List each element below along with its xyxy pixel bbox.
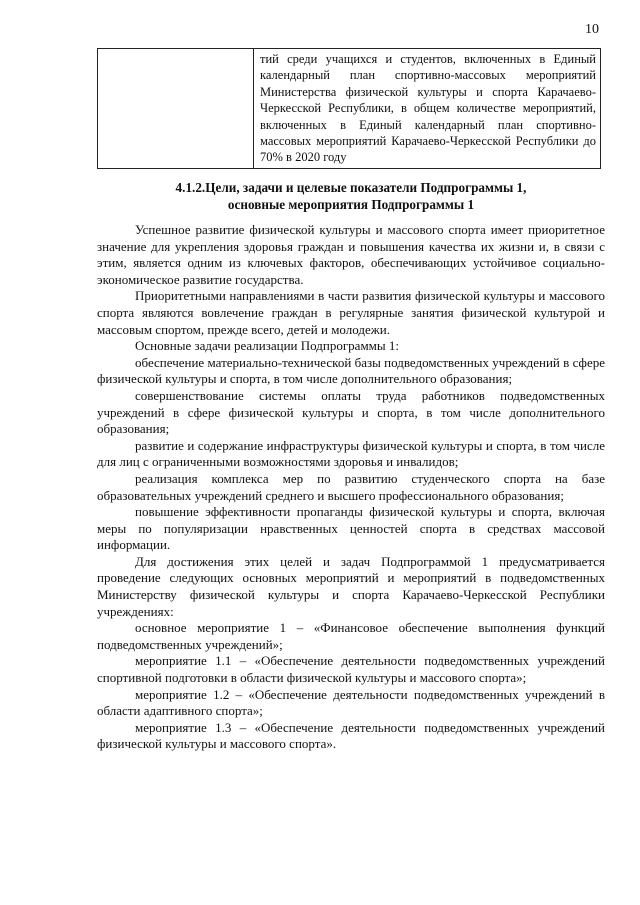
table-row — [98, 49, 601, 169]
list-item: обеспечение материально-технической базы подведомственных учреждений в сфере физической культуры и спорта, в том числе дополнительного образования; — [97, 354, 605, 387]
table-cell-empty — [98, 49, 254, 169]
continuation-table — [97, 48, 601, 169]
list-item: развитие и содержание инфраструктуры физической культуры и спорта, в том числе для лиц с ограниченными возможностями здоровья и инвалидов; — [97, 437, 605, 470]
section-heading-line-1: 4.1.2.Цели, задачи и целевые показатели Подпрограммы 1, — [175, 180, 527, 195]
list-item: мероприятие 1.3 – «Обеспечение деятельности подведомственных учреждений физической культуры и массового спорта». — [97, 719, 605, 752]
table-cell-text: тий среди учащихся и студентов, включенных в Единый календарный план спортивно-массовых мероприятий Министерства физической культуры и спорта Карачаево-Черкесской Республики, в общем количестве мероприятий, включенных в Единый календарный план спортивно-массовых мероприятий Карачаево-Черкесской Республики до 70% в 2020 году — [254, 49, 601, 169]
list-item: мероприятие 1.2 – «Обеспечение деятельности подведомственных учреждений в области адаптивного спорта»; — [97, 686, 605, 719]
list-item: повышение эффективности пропаганды физической культуры и спорта, включая меры по популяризации нравственных ценностей спорта в средствах массовой информации. — [97, 504, 605, 553]
list-item: мероприятие 1.1 – «Обеспечение деятельности подведомственных учреждений спортивной подготовки в области физической культуры и массового спорта»; — [97, 653, 605, 686]
section-heading-line-2: основные мероприятия Подпрограммы 1 — [227, 197, 475, 212]
list-item: основное мероприятие 1 – «Финансовое обеспечение выполнения функций подведомственных учреждений»; — [97, 620, 605, 652]
body-text — [97, 222, 605, 753]
list-item: совершенствование системы оплаты труда работников подведомственных учреждений в сфере физической культуры и спорта, в том числе дополнительного образования; — [97, 387, 605, 437]
paragraph: Основные задачи реализации Подпрограммы 1: — [135, 338, 399, 354]
paragraph: Для достижения этих целей и задач Подпрограммой 1 предусматривается проведение следующих основных мероприятий и мероприятий в подведомственных Министерству физической культуры и спорта Карачаево-Черкесской Республики учреждениях: — [97, 553, 605, 619]
page-number: 10 — [585, 22, 599, 37]
section-heading — [97, 179, 605, 213]
paragraph: Приоритетными направлениями в части развития физической культуры и массового спорта являются вовлечение граждан в регулярные занятия физической культурой и массовым спортом, прежде всего, детей и молодежи. — [97, 288, 605, 337]
list-item: реализация комплекса мер по развитию студенческого спорта на базе образовательных учреждений среднего и высшего профессионального образования; — [97, 470, 605, 503]
paragraph: Успешное развитие физической культуры и массового спорта имеет приоритетное значение для укрепления здоровья граждан и повышения качества их жизни и, в связи с этим, является одним из ключевых факторов, обеспечивающих устойчивое социально-экономическое развитие государства. — [97, 222, 605, 287]
